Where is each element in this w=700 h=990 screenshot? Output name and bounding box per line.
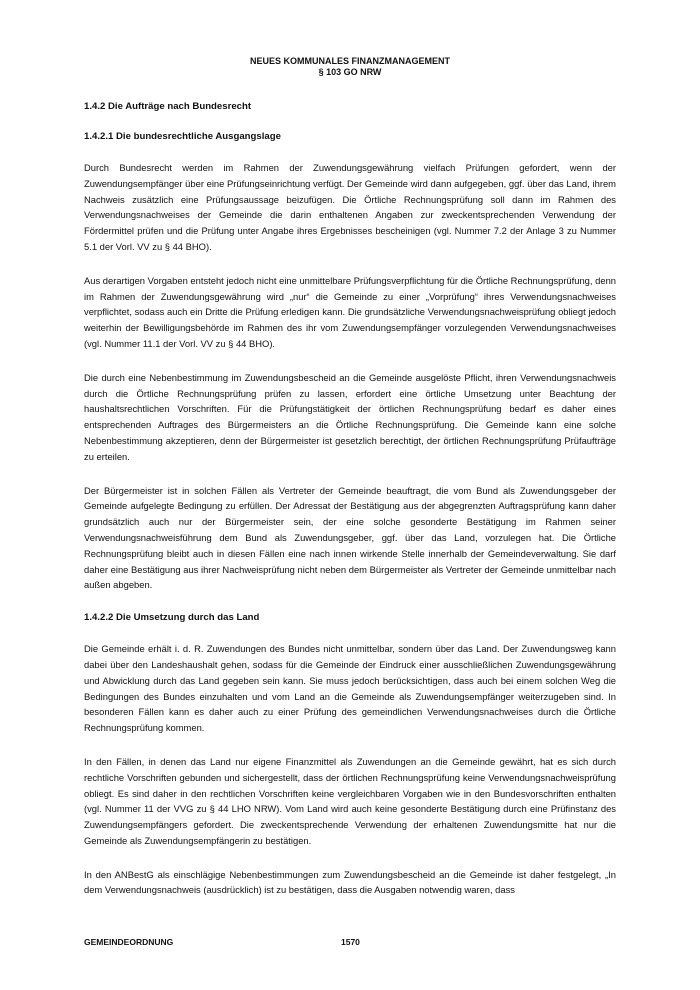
- subsection-heading-1: 1.4.2.1 Die bundesrechtliche Ausgangslage: [84, 131, 281, 142]
- paragraph: Der Bürgermeister ist in solchen Fällen als Vertreter der Gemeinde beauftragt, die vom Bund als Zuwendungsgeber der Gemeinde aufgelegte Bedingung zu erfüllen. Der Adressat der Bestätigung aus der abgegrenzten Auftragsprüfung kann daher grundsätzlich auch nur der Bürgermeister sein, der eine solche gesonderte Bestätigung im Rahmen seiner Verwendungsnachweisführung dem Bund als Zuwendungsgeber, ggf. über das Land, vorzulegen hat. Die Örtliche Rechnungsprüfung bleibt auch in diesen Fällen eine nach innen wirkende Stelle innerhalb der Gemeindeverwaltung. Sie darf daher eine Bestätigung aus ihrer Nachweisprüfung nicht neben dem Bürgermeister als Vertreter der Gemeinde unmittelbar nach außen abgeben.: [84, 484, 616, 591]
- footer-document-title: GEMEINDEORDNUNG: [84, 937, 174, 947]
- header-section-ref: § 103 GO NRW: [318, 67, 382, 77]
- page-body: [84, 100, 616, 916]
- running-header: [0, 56, 700, 78]
- paragraph: In den Fällen, in denen das Land nur eigene Finanzmittel als Zuwendungen an die Gemeinde gewährt, hat es sich durch rechtliche Vorschriften gebunden und sichergestellt, dass der örtlichen Rechnungsprüfung keine Verwendungsnachweisprüfung obliegt. Es sind daher in den rechtlichen Vorschriften keine vergleichbaren Vorgaben wie in den Bundesvorschriften enthalten (vgl. Nummer 11 der VVG zu § 44 LHO NRW). Vom Land wird auch keine gesonderte Bestätigung durch eine Prüfinstanz des Zuwendungsempfängers gefordert. Die zweckentsprechende Verwendung der erhaltenen Zuwendungsmitte hat nur die Gemeinde als Zuwendungsempfängerin zu bestätigen.: [84, 755, 616, 846]
- paragraph: Durch Bundesrecht werden im Rahmen der Zuwendungsgewährung vielfach Prüfungen gefordert, wenn der Zuwendungsempfänger über eine Prüfungseinrichtung verfügt. Der Gemeinde wird dann aufgegeben, ggf. über das Land, ihrem Nachweis zusätzlich eine Prüfungsaussage beizufügen. Die Örtliche Rechnungsprüfung soll dann im Rahmen des Verwendungsnachweises der Gemeinde die darin enthaltenen Angaben zur zweckentsprechenden Verwendung der Fördermittel prüfen und die Prüfung unter Angabe ihres Ergebnisses bescheinigen (vgl. Nummer 7.2 der Anlage 3 zu Nummer 5.1 der Vorl. VV zu § 44 BHO).: [84, 162, 616, 252]
- header-title: NEUES KOMMUNALES FINANZMANAGEMENT: [250, 56, 450, 66]
- paragraph: Aus derartigen Vorgaben entsteht jedoch nicht eine unmittelbare Prüfungsverpflichtung für die Örtliche Rechnungsprüfung, denn im Rahmen der Zuwendungsgewährung wird „nur“ die Gemeinde zu einer „Vorprüfung“ ihres Verwendungsnachweises verpflichtet, sodass auch ein Dritte die Prüfung erledigen kann. Die grundsätzliche Verwendungsnachweisprüfung obliegt jedoch weiterhin der Bewilligungsbehörde im Rahmen des ihr vom Zuwendungsempfänger vorzulegenden Verwendungsnachweises (vgl. Nummer 11.1 der Vorl. VV zu § 44 BHO).: [84, 274, 616, 349]
- paragraph: Die durch eine Nebenbestimmung im Zuwendungsbescheid an die Gemeinde ausgelöste Pflicht, ihren Verwendungsnachweis durch die Örtliche Rechnungsprüfung prüfen zu lassen, erfordert eine örtliche Umsetzung unter Beachtung der haushaltsrechtlichen Vorschriften. Für die Prüfungstätigkeit der örtlichen Rechnungsprüfung bedarf es daher eines entsprechenden Auftrages des Bürgermeisters an die Örtliche Rechnungsprüfung. Die Gemeinde kann eine solche Nebenbestimmung akzeptieren, denn der Bürgermeister ist gesetzlich berechtigt, der örtlichen Rechnungsprüfung Prüfaufträge zu erteilen.: [84, 371, 616, 462]
- section-heading: 1.4.2 Die Aufträge nach Bundesrecht: [84, 101, 252, 112]
- paragraph: In den ANBestG als einschlägige Nebenbestimmungen zum Zuwendungsbescheid an die Gemeinde ist daher festgelegt, „In dem Verwendungsnachweis (ausdrücklich) ist zu bestätigen, dass die Ausgaben notwendig waren, dass: [84, 868, 616, 896]
- subsection-heading-2: 1.4.2.2 Die Umsetzung durch das Land: [84, 612, 260, 624]
- paragraph: Die Gemeinde erhält i. d. R. Zuwendungen des Bundes nicht unmittelbar, sondern über das Land. Der Zuwendungsweg kann dabei über den Landeshaushalt gehen, sodass für die Gemeinde der Eindruck einer ausschließlichen Zuwendungsgewährung und Abwicklung durch das Land gegeben sein kann. Sie muss jedoch berücksichtigen, dass auch bei einem solchen Weg die Bedingungen des Bundes einzuhalten und vom Land an die Gemeinde als Zuwendungsempfänger weiterzugeben sind. In besonderen Fällen kann es daher auch zu einer Prüfung des gemeindlichen Verwendungsnachweises durch die Örtliche Rechnungsprüfung kommen.: [84, 643, 616, 734]
- page-number: 1570: [341, 937, 360, 947]
